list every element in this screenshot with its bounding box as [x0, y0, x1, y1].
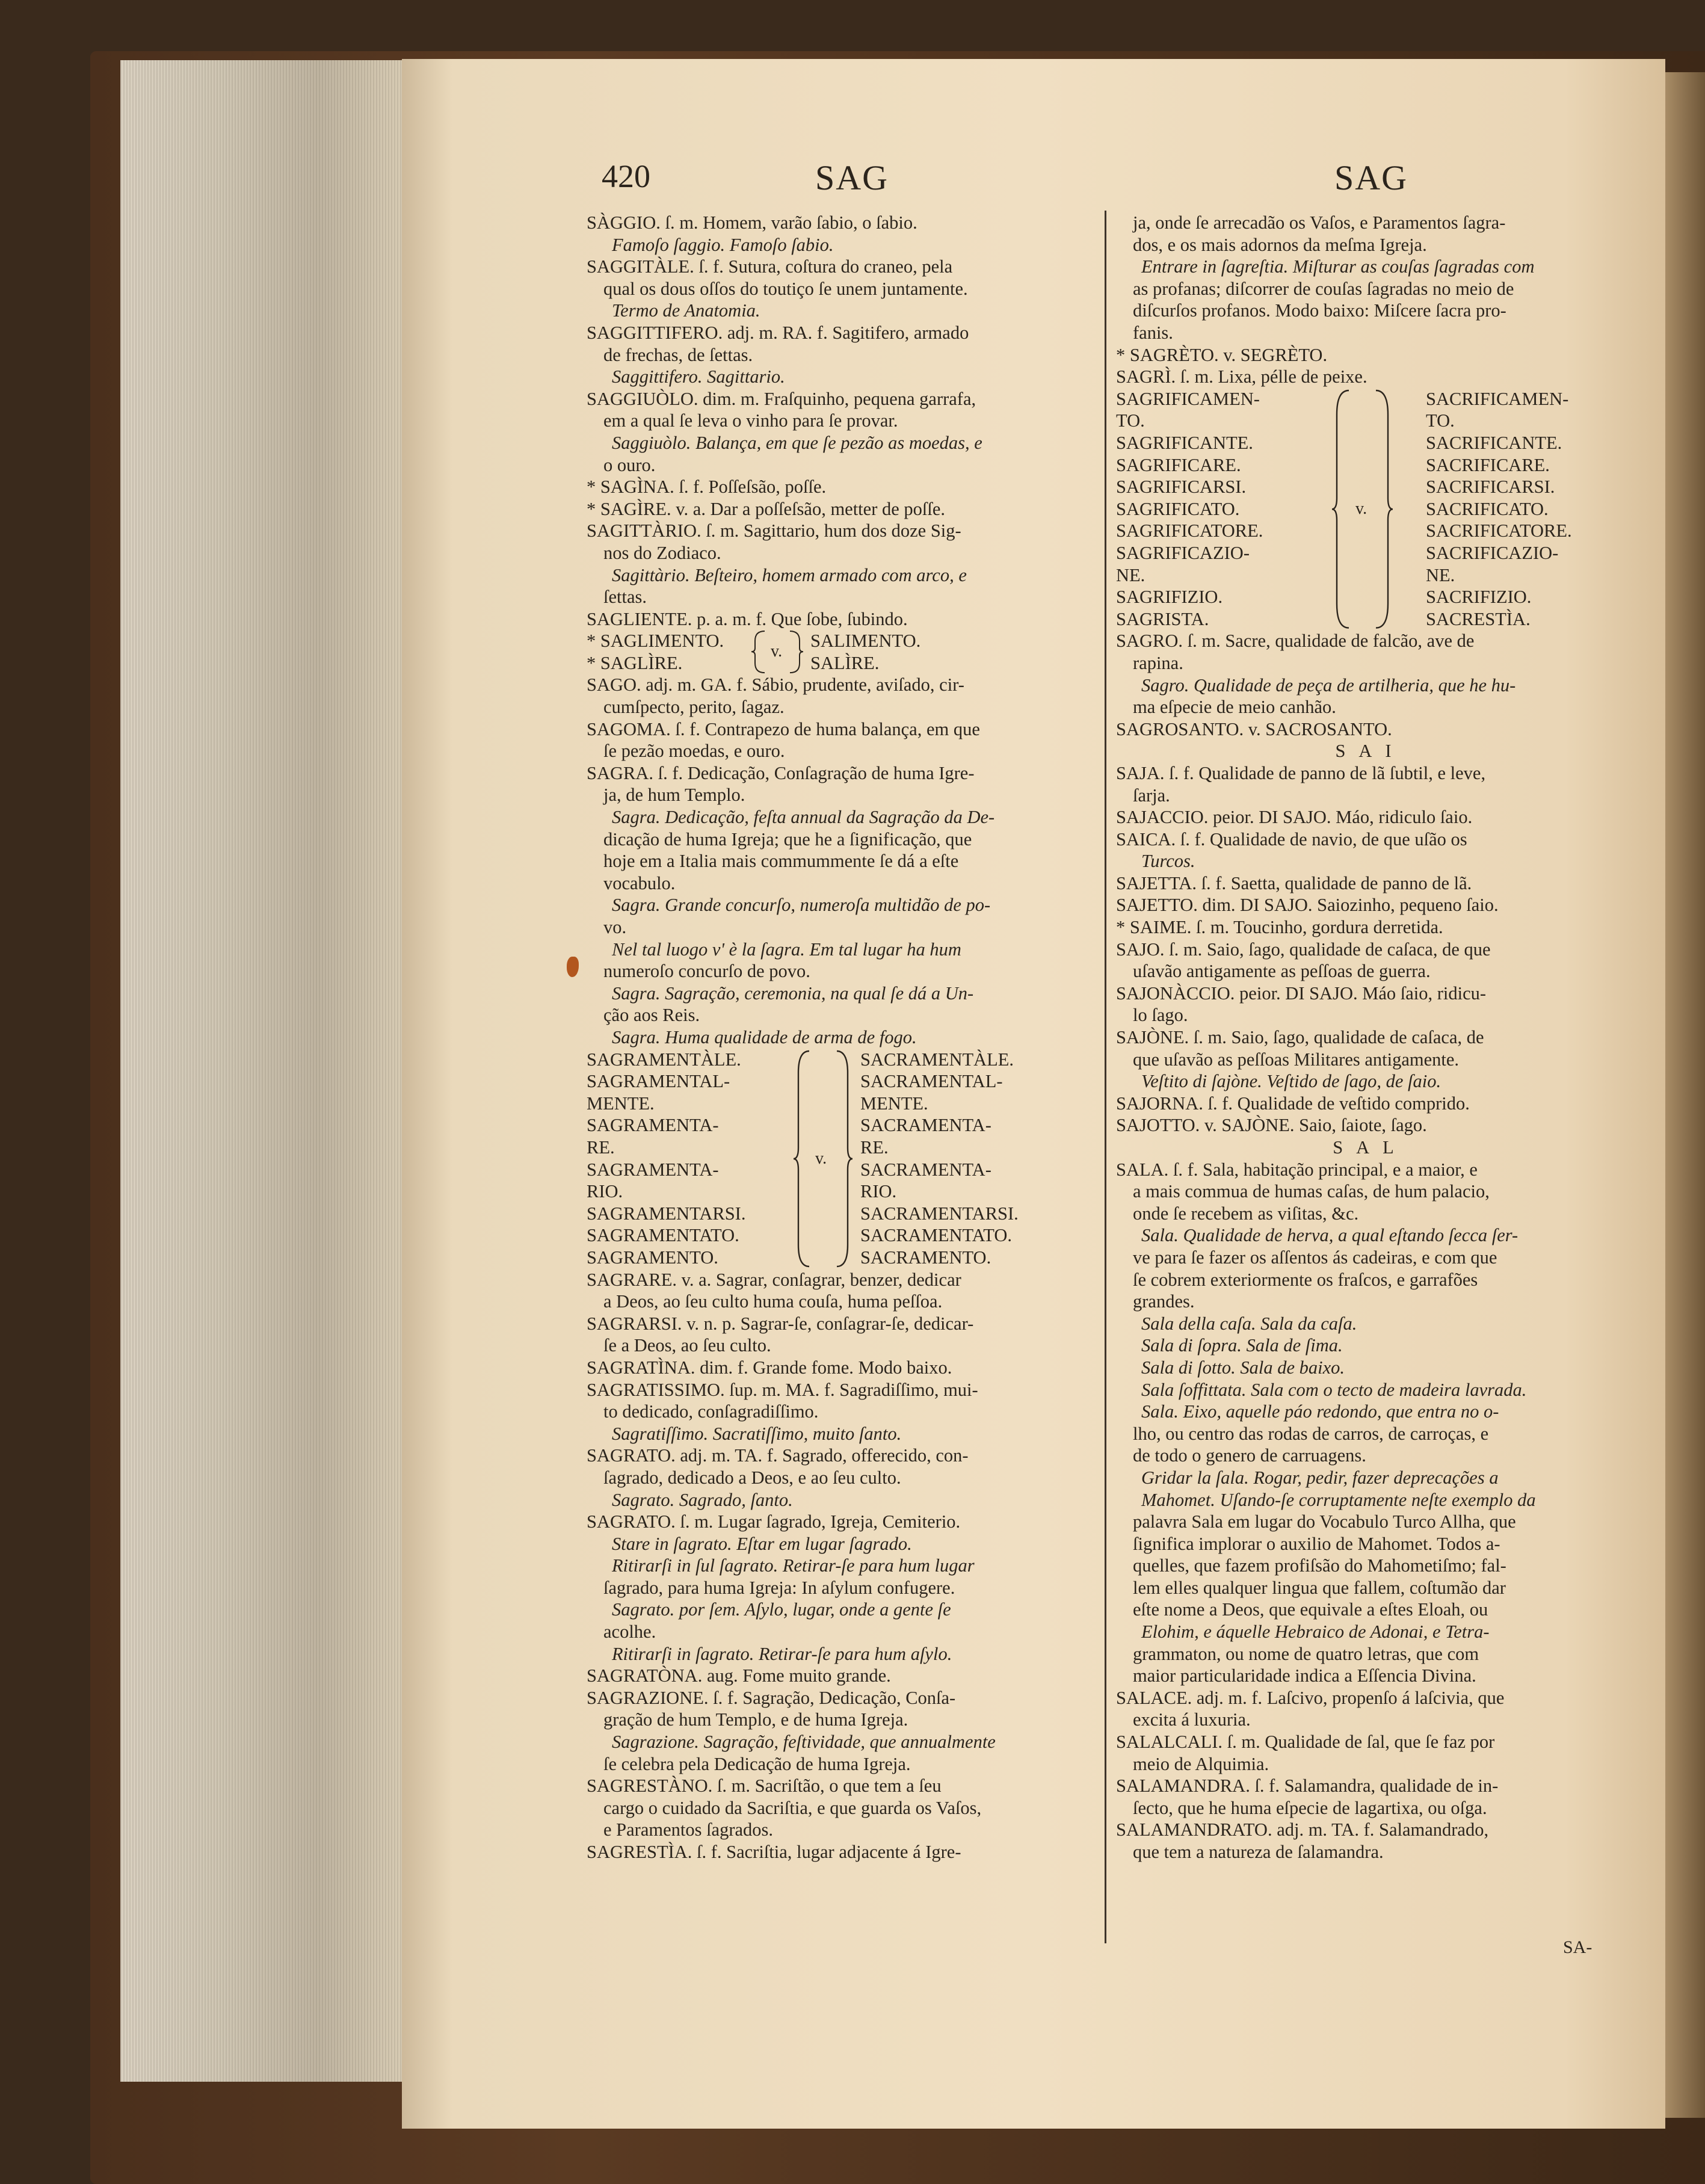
cross-reference-term: SAGRIFICAZIO-: [1116, 542, 1250, 563]
entry-line: Sagra. Dedicação, feſta annual da Sagração da De-: [612, 807, 995, 828]
cross-reference-term: NE.: [1426, 564, 1455, 585]
entry-line: de todo o genero de carruagens.: [1133, 1445, 1366, 1466]
entry-line: ſarja.: [1133, 785, 1170, 806]
cross-reference-term: MENTE.: [860, 1093, 928, 1114]
cross-reference-term: SACRAMENTA-: [860, 1159, 991, 1180]
cross-reference-term: SACRAMENTO.: [860, 1247, 991, 1268]
entry-line: lho, ou centro das rodas de carros, de carroças, e: [1133, 1423, 1489, 1444]
entry-line: ma eſpecie de meio canhão.: [1133, 697, 1336, 718]
entry-line: to dedicado, conſagradiſſimo.: [603, 1401, 819, 1422]
entry-line: Mahomet. Uſando-ſe corruptamente neſte exemplo da: [1141, 1489, 1536, 1510]
cross-reference-right: [1426, 388, 1572, 631]
entry-line: SAGROSANTO. v. SACROSANTO.: [1116, 718, 1392, 739]
entry-line: SAGITTÀRIO. ſ. m. Sagittario, hum dos doze Sig-: [587, 520, 961, 541]
entry-line: SAGRO. ſ. m. Sacre, qualidade de falcão, ave de: [1116, 631, 1475, 652]
entry-line: SAGRATISSIMO. ſup. m. MA. f. Sagradiſſimo, mui-: [587, 1379, 978, 1400]
entry-line: lem elles qualquer lingua que fallem, coſtumão dar: [1133, 1577, 1506, 1598]
entry-line: acolhe.: [603, 1621, 656, 1643]
book-spine-shadow: [1665, 72, 1705, 2118]
entry-line: rapina.: [1133, 652, 1183, 673]
entry-line: Sagro. Qualidade de peça de artilheria, que he hu-: [1141, 674, 1516, 696]
cross-reference-term: SAGRAMENTÀLE.: [587, 1049, 741, 1070]
cross-reference-term: SACRAMENTA-: [860, 1115, 991, 1136]
entry-line: SAGOMA. ſ. f. Contrapezo de huma balança, em que: [587, 718, 980, 739]
entry-line: Sala di ſopra. Sala de ſima.: [1141, 1335, 1343, 1356]
entry-line: SAJO. ſ. m. Saio, ſago, qualidade de caſaca, de que: [1116, 939, 1491, 960]
brace-right: [788, 630, 806, 674]
cross-reference-group: [587, 1049, 1098, 1269]
entry-line: dos, e os mais adornos da meſma Igreja.: [1133, 234, 1427, 255]
cross-reference-term: SACRIFICATO.: [1426, 498, 1549, 519]
cross-reference-term: SACRAMENTÀLE.: [860, 1049, 1014, 1070]
entry-line: grandes.: [1133, 1291, 1195, 1312]
entry-line: SAJÒNE. ſ. m. Saio, ſago, qualidade de caſaca, de: [1116, 1027, 1484, 1048]
entry-line: Sagra. Grande concurſo, numeroſa multidão de po-: [612, 895, 991, 916]
entry-line: SALAMANDRATO. adj. m. TA. f. Salamandrado,: [1116, 1819, 1489, 1840]
entry-line: Sagrato. Sagrado, ſanto.: [612, 1489, 793, 1510]
cross-reference-term: SALÌRE.: [810, 652, 880, 673]
entry-line: SAGRÌ. ſ. m. Lixa, pélle de peixe.: [1116, 366, 1367, 387]
entry-line: SAGGITTIFERO. adj. m. RA. f. Sagitifero, armado: [587, 322, 969, 343]
entry-line: SAGRARE. v. a. Sagrar, conſagrar, benzer, dedicar: [587, 1269, 961, 1290]
entry-line: Sala. Eixo, aquelle páo redondo, que entra no o-: [1141, 1401, 1499, 1422]
entry-line: maior particularidade indica a Eſſencia Divina.: [1133, 1665, 1476, 1686]
entry-line: * SAGRÈTO. v. SEGRÈTO.: [1116, 344, 1328, 365]
cross-reference-term: * SAGLIMENTO.: [587, 631, 724, 652]
section-heading: S A L: [1333, 1137, 1399, 1158]
entry-line: cargo o cuidado da Sacriſtia, e que guarda os Vaſos,: [603, 1797, 982, 1818]
cross-reference-term: SACRIFICAMEN-: [1426, 388, 1569, 409]
cross-reference-term: SACRIFICATORE.: [1426, 520, 1572, 541]
entry-line: diſcurſos profanos. Modo baixo: Miſcere ſacra pro-: [1133, 300, 1506, 321]
left-column: [587, 212, 1098, 2137]
entry-line: onde ſe recebem as viſitas, &c.: [1133, 1203, 1359, 1224]
cross-reference-term: SAGRAMENTO.: [587, 1247, 718, 1268]
entry-line: SÀGGIO. ſ. m. Homem, varão ſabio, o ſabio.: [587, 212, 917, 233]
entry-line: Sagratiſſimo. Sacratiſſimo, muito ſanto.: [612, 1423, 902, 1444]
entry-line: qual os dous oſſos do toutiço ſe unem juntamente.: [603, 278, 968, 299]
cross-reference-right: [860, 1049, 1019, 1269]
entry-line: ve para ſe fazer os aſſentos ás cadeiras, e com que: [1133, 1247, 1497, 1268]
entry-line: Famoſo ſaggio. Famoſo ſabio.: [612, 234, 834, 255]
cross-reference-term: * SAGLÌRE.: [587, 652, 683, 673]
entry-line: ſettas.: [603, 587, 647, 608]
entry-line: Sala ſoffittata. Sala com o tecto de madeira lavrada.: [1141, 1379, 1527, 1400]
entry-line: ſe celebra pela Dedicação de huma Igreja.: [603, 1753, 911, 1774]
entry-line: o ouro.: [603, 454, 656, 475]
entry-line: Entrare in ſagreſtia. Miſturar as couſas ſagradas com: [1141, 256, 1535, 277]
entry-line: ja, de hum Templo.: [603, 785, 745, 806]
entry-line: SAGRESTÌA. ſ. f. Sacriſtia, lugar adjacente á Igre-: [587, 1842, 961, 1862]
entry-line: SAJETTO. dim. DI SAJO. Saiozinho, pequeno ſaio.: [1116, 895, 1499, 916]
entry-line: SALAMANDRA. ſ. f. Salamandra, qualidade de in-: [1116, 1775, 1499, 1797]
entry-line: nos do Zodiaco.: [603, 542, 721, 563]
entry-line: Gridar la ſala. Rogar, pedir, fazer deprecações a: [1141, 1467, 1499, 1488]
entry-line: SAJORNA. ſ. f. Qualidade de veſtido comprido.: [1116, 1093, 1470, 1114]
left-running-head: SAG: [815, 158, 889, 197]
cross-reference-left: [1116, 388, 1263, 631]
entry-line: ſe a Deos, ao ſeu culto.: [603, 1335, 771, 1356]
cross-reference-term: SACRAMENTATO.: [860, 1225, 1013, 1246]
see-mark: v.: [771, 642, 783, 661]
entry-line: SAGRATÒNA. aug. Fome muito grande.: [587, 1665, 891, 1686]
cross-reference-term: SAGRIFICATORE.: [1116, 520, 1263, 541]
cross-reference-right: [810, 630, 920, 674]
entry-line: SAGLIENTE. p. a. m. f. Que ſobe, ſubindo.: [587, 608, 908, 629]
cross-reference-term: SAGRIFICANTE.: [1116, 432, 1253, 453]
right-column: [1116, 212, 1615, 2137]
cross-reference-term: SACRIFICARE.: [1426, 454, 1550, 475]
entry-line: Sagrato. por ſem. Aſylo, lugar, onde a gente ſe: [612, 1599, 951, 1620]
cross-reference-term: SACRAMENTAL-: [860, 1071, 1003, 1092]
cross-reference-left: [587, 1049, 745, 1269]
cross-reference-term: SAGRAMENTAL-: [587, 1071, 730, 1092]
entry-line: Nel tal luogo v' è la ſagra. Em tal lugar ha hum: [612, 939, 961, 960]
cross-reference-term: SAGRIFICARE.: [1116, 454, 1241, 475]
cross-reference-term: SAGRAMENTATO.: [587, 1225, 739, 1246]
entry-line: ſecto, que he huma eſpecie de lagartixa, ou oſga.: [1133, 1797, 1487, 1818]
entry-line: SAGRATO. adj. m. TA. f. Sagrado, offerecido, con-: [587, 1445, 969, 1466]
page-header: [0, 158, 1705, 206]
entry-line: SAGO. adj. m. GA. f. Sábio, prudente, aviſado, cir-: [587, 674, 964, 696]
entry-line: hoje em a Italia mais commummente ſe dá a eſte: [603, 851, 959, 872]
cross-reference-term: SAGRIFICARSI.: [1116, 477, 1247, 498]
entry-line: ſe pezão moedas, e ouro.: [603, 741, 785, 762]
entry-line: que tem a natureza de ſalamandra.: [1133, 1842, 1384, 1862]
entry-line: Sagittàrio. Beſteiro, homem armado com arco, e: [612, 564, 967, 585]
entry-line: Ritirarſi in ſagrato. Retirar-ſe para hum aſylo.: [612, 1643, 952, 1664]
entry-line: SAJOTTO. v. SAJÒNE. Saio, ſaiote, ſago.: [1116, 1115, 1427, 1136]
entry-line: SAGRA. ſ. f. Dedicação, Conſagração de huma Igre-: [587, 762, 975, 783]
entry-line: ſagrado, dedicado a Deos, e ao ſeu culto.: [603, 1467, 901, 1488]
entry-line: SAGRESTÀNO. ſ. m. Sacriſtão, o que tem a ſeu: [587, 1775, 942, 1797]
cross-reference-term: SAGRAMENTARSI.: [587, 1203, 746, 1224]
entry-line: Ritirarſi in ſul ſagrato. Retirar-ſe para hum lugar: [612, 1555, 975, 1576]
cross-reference-term: SALIMENTO.: [810, 631, 921, 652]
column-divider: [1105, 211, 1106, 1943]
cross-reference-term: MENTE.: [587, 1093, 655, 1114]
cross-reference-term: NE.: [1116, 564, 1145, 585]
entry-line: SAGRARSI. v. n. p. Sagrar-ſe, conſagrar-ſe, dedicar-: [587, 1313, 974, 1334]
entry-line: Sagra. Sagração, ceremonia, na qual ſe dá a Un-: [612, 982, 974, 1004]
entry-line: SALALCALI. ſ. m. Qualidade de ſal, que ſe faz por: [1116, 1732, 1495, 1753]
cross-reference-term: SACRIFICAZIO-: [1426, 542, 1559, 563]
entry-line: SAGRAZIONE. ſ. f. Sagração, Dedicação, Conſa-: [587, 1687, 956, 1708]
entry-line: excita á luxuria.: [1133, 1709, 1251, 1730]
see-mark: v.: [815, 1149, 827, 1168]
cross-reference-term: SACRIFIZIO.: [1426, 587, 1532, 608]
entry-line: as profanas; diſcorrer de couſas ſagradas no meio de: [1133, 278, 1514, 299]
cross-reference-term: SACRIFICANTE.: [1426, 432, 1562, 453]
brace-left: [1330, 388, 1351, 631]
entry-line: grammaton, ou nome de quatro letras, que com: [1133, 1643, 1479, 1664]
entry-line: SAJETTA. ſ. f. Saetta, qualidade de panno de lã.: [1116, 872, 1472, 893]
entry-line: gração de hum Templo, e de huma Igreja.: [603, 1709, 908, 1730]
entry-line: SAGRATO. ſ. m. Lugar ſagrado, Igreja, Cemiterio.: [587, 1511, 961, 1532]
cross-reference-group: [587, 630, 1098, 674]
entry-line: e Paramentos ſagrados.: [603, 1819, 774, 1840]
entry-line: ção aos Reis.: [603, 1005, 700, 1026]
cross-reference-term: SAGRAMENTA-: [587, 1159, 719, 1180]
brace-right: [834, 1049, 855, 1269]
entry-line: que uſavão as peſſoas Militares antigamente.: [1133, 1049, 1460, 1070]
entry-line: cumſpecto, perito, ſagaz.: [603, 697, 785, 718]
section-heading: S A I: [1335, 741, 1396, 762]
entry-line: de frechas, de ſettas.: [603, 344, 753, 365]
cross-reference-term: SAGRIFICATO.: [1116, 498, 1240, 519]
cross-reference-term: RIO.: [587, 1181, 623, 1202]
cross-reference-term: TO.: [1426, 410, 1455, 431]
page-number: 420: [602, 158, 650, 194]
entry-line: Sagra. Huma qualidade de arma de fogo.: [612, 1026, 917, 1047]
entry-line: Turcos.: [1141, 851, 1195, 872]
entry-line: ſignifica implorar o auxilio de Mahomet. Todos a-: [1133, 1533, 1500, 1554]
entry-line: Sala. Qualidade de herva, a qual eſtando ſecca ſer-: [1141, 1225, 1518, 1246]
see-mark: v.: [1355, 499, 1367, 518]
cross-reference-term: RE.: [587, 1137, 615, 1158]
entry-line: Sala di ſotto. Sala de baixo.: [1141, 1357, 1345, 1378]
entry-line: Stare in ſagrato. Eſtar em lugar ſagrado.: [612, 1533, 912, 1554]
entry-line: numeroſo concurſo de povo.: [603, 961, 810, 982]
entry-line: meio de Alquimia.: [1133, 1753, 1269, 1774]
entry-line: dicação de huma Igreja; que he a ſignificação, que: [603, 828, 972, 850]
entry-line: Saggittifero. Sagittario.: [612, 366, 785, 387]
entry-line: Saggiuòlo. Balança, em que ſe pezão as moedas, e: [612, 432, 982, 453]
cross-reference-term: RIO.: [860, 1181, 897, 1202]
entry-line: lo ſago.: [1133, 1005, 1188, 1026]
brace-left: [791, 1049, 812, 1269]
entry-line: vo.: [603, 917, 627, 937]
entry-line: ja, onde ſe arrecadão os Vaſos, e Paramentos ſagra-: [1133, 212, 1506, 233]
entry-line: SAGGIUÒLO. dim. m. Fraſquinho, pequena garrafa,: [587, 388, 976, 409]
entry-line: SAGGITÀLE. ſ. f. Sutura, coſtura do craneo, pela: [587, 256, 953, 277]
catchword: SA-: [1563, 1937, 1592, 1957]
cross-reference-term: RE.: [860, 1137, 889, 1158]
entry-line: uſavão antigamente as peſſoas de guerra.: [1133, 961, 1431, 982]
entry-line: SAJA. ſ. f. Qualidade de panno de lã ſubtil, e leve,: [1116, 762, 1486, 783]
entry-line: vocabulo.: [603, 872, 676, 893]
cross-reference-group: [1116, 388, 1615, 631]
right-running-head: SAG: [1334, 158, 1408, 197]
entry-line: SALA. ſ. f. Sala, habitação principal, e a maior, e: [1116, 1159, 1478, 1180]
entry-line: Sala della caſa. Sala da caſa.: [1141, 1313, 1357, 1334]
cross-reference-term: SACRIFICARSI.: [1426, 477, 1555, 498]
entry-line: SALACE. adj. m. f. Laſcivo, propenſo á laſcivia, que: [1116, 1687, 1505, 1708]
cross-reference-term: SAGRIFICAMEN-: [1116, 388, 1260, 409]
cross-reference-term: SAGRIFIZIO.: [1116, 587, 1223, 608]
entry-line: Veſtito di ſajòne. Veſtido de ſago, de ſaio.: [1141, 1071, 1441, 1092]
entry-line: ſagrado, para huma Igreja: In aſylum confugere.: [603, 1577, 955, 1598]
entry-line: SAGRATÌNA. dim. f. Grande fome. Modo baixo.: [587, 1357, 952, 1378]
entry-line: palavra Sala em lugar do Vocabulo Turco Allha, que: [1133, 1511, 1516, 1532]
entry-line: SAJACCIO. peior. DI SAJO. Máo, ridiculo ſaio.: [1116, 807, 1473, 828]
entry-line: Sagrazione. Sagração, feſtividade, que annualmente: [612, 1732, 996, 1753]
entry-line: SAICA. ſ. f. Qualidade de navio, de que uſão os: [1116, 828, 1467, 850]
entry-line: * SAGÌRE. v. a. Dar a poſſeſsão, metter de poſſe.: [587, 498, 946, 519]
entry-line: a Deos, ao ſeu culto huma couſa, huma peſſoa.: [603, 1291, 943, 1312]
cross-reference-left: [587, 630, 724, 674]
entry-line: Elohim, e áquelle Hebraico de Adonai, e Tetra-: [1141, 1621, 1490, 1643]
entry-line: ſe cobrem exteriormente os fraſcos, e garrafões: [1133, 1269, 1478, 1290]
entry-line: fanis.: [1133, 322, 1173, 343]
cross-reference-term: TO.: [1116, 410, 1145, 431]
cross-reference-term: SACRESTÌA.: [1426, 608, 1531, 629]
page-stack-edge: [120, 60, 405, 2082]
brace-left: [749, 630, 767, 674]
entry-line: em a qual ſe leva o vinho para ſe provar.: [603, 410, 898, 431]
entry-line: SAJONÀCCIO. peior. DI SAJO. Máo ſaio, ridicu-: [1116, 982, 1487, 1004]
entry-line: quelles, que fazem profiſsão do Mahometiſmo; fal-: [1133, 1555, 1506, 1576]
entry-line: a mais commua de humas caſas, de hum palacio,: [1133, 1181, 1490, 1202]
cross-reference-term: SAGRAMENTA-: [587, 1115, 719, 1136]
entry-line: eſte nome a Deos, que equivale a eſtes Eloah, ou: [1133, 1599, 1488, 1620]
entry-line: Termo de Anatomia.: [612, 300, 760, 321]
brace-right: [1374, 388, 1395, 631]
cross-reference-term: SAGRISTA.: [1116, 608, 1209, 629]
entry-line: * SAGÌNA. ſ. f. Poſſeſsão, poſſe.: [587, 477, 827, 498]
entry-line: * SAIME. ſ. m. Toucinho, gordura derretida.: [1116, 917, 1443, 938]
cross-reference-term: SACRAMENTARSI.: [860, 1203, 1019, 1224]
